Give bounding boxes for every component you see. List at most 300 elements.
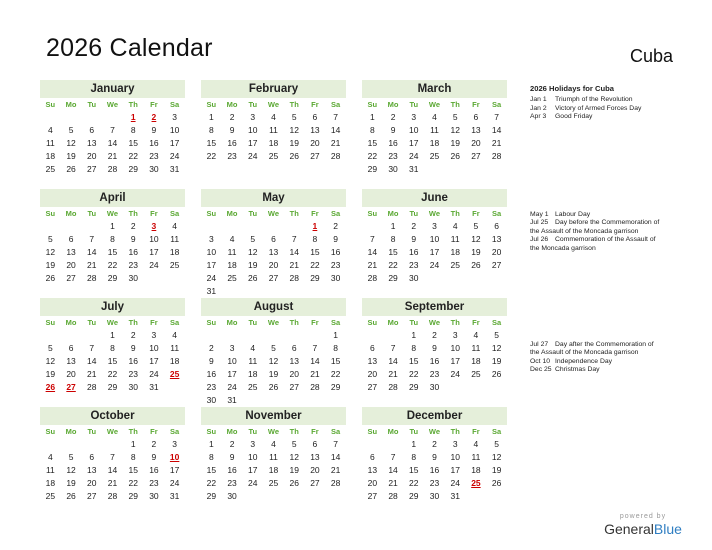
week-row (40, 490, 185, 503)
day-cell (284, 490, 305, 503)
day-cell: 14 (87, 247, 97, 257)
month-august (201, 298, 346, 407)
day-cell: 8 (110, 234, 115, 244)
day-cell (263, 394, 284, 407)
day-cell: 2 (130, 221, 136, 231)
weekday-row (201, 317, 346, 329)
weekday-row (362, 208, 507, 220)
day-cell: 12 (289, 125, 299, 135)
day-cell: 1 (208, 112, 214, 122)
day-cell: 30 (128, 273, 138, 283)
day-cell: 28 (491, 151, 502, 161)
day-cell: 11 (170, 343, 180, 353)
week-row (201, 342, 346, 355)
day-cell: 6 (312, 112, 318, 122)
month-september (362, 298, 507, 394)
day-cell: 24 (429, 260, 440, 270)
day-cell: 31 (149, 382, 159, 392)
day-cell: 16 (149, 465, 159, 475)
day-cell: 20 (66, 369, 76, 379)
day-cell: 6 (473, 112, 479, 122)
day-cell: 8 (369, 125, 375, 135)
day-cell: 9 (411, 234, 417, 244)
holiday-day-cell: 2 (151, 112, 157, 122)
weekday-label: Su (367, 209, 378, 218)
day-cell: 4 (47, 125, 53, 135)
week-row (40, 272, 185, 285)
day-cell: 4 (47, 452, 53, 462)
week-row (362, 259, 507, 272)
holiday-name: Day after the Commemoration of (555, 341, 654, 348)
day-cell: 28 (107, 491, 118, 501)
week-row (362, 163, 507, 176)
day-cell: 22 (388, 260, 398, 270)
day-cell: 17 (206, 260, 217, 270)
weekday-label: Su (206, 100, 217, 109)
day-cell: 19 (289, 138, 299, 148)
day-cell: 11 (450, 234, 460, 244)
day-cell: 22 (330, 369, 341, 379)
day-cell: 14 (289, 247, 299, 257)
weekday-label: Th (289, 100, 299, 109)
day-cell: 17 (169, 465, 180, 475)
day-cell: 2 (333, 221, 338, 231)
day-cell: 21 (330, 465, 341, 475)
day-cell: 11 (269, 452, 278, 462)
day-cell (102, 438, 123, 451)
day-cell: 9 (333, 234, 338, 244)
day-cell: 21 (367, 260, 378, 270)
day-cell: 21 (107, 151, 118, 161)
weekday-label: Fr (311, 427, 319, 436)
weekday-label: We (106, 427, 119, 436)
week-row (362, 329, 507, 342)
day-cell: 13 (310, 125, 320, 135)
day-cell: 17 (450, 356, 460, 366)
day-cell: 10 (248, 452, 258, 462)
day-cell: 29 (367, 164, 378, 174)
day-cell: 11 (269, 125, 278, 135)
holiday-date: Jul 27 (530, 341, 549, 348)
day-cell (486, 381, 507, 394)
weekday-label: Sa (170, 100, 180, 109)
day-cell: 24 (450, 369, 460, 379)
weekday-label: Mo (387, 100, 399, 109)
day-cell: 10 (149, 343, 159, 353)
weekday-label: Su (45, 427, 56, 436)
holiday-day-cell: 1 (130, 112, 136, 122)
holiday-day-cell: 3 (151, 221, 157, 231)
holiday-entry (530, 113, 700, 121)
holiday-day-cell: 25 (471, 478, 481, 488)
day-cell: 5 (494, 439, 499, 449)
day-cell: 1 (110, 221, 115, 231)
weekday-row (362, 99, 507, 111)
day-cell: 12 (66, 138, 76, 148)
day-cell: 16 (128, 247, 138, 257)
day-cell: 24 (169, 151, 180, 161)
day-cell: 25 (268, 478, 279, 488)
day-cell (263, 285, 284, 298)
day-cell: 11 (471, 343, 481, 353)
week-row (40, 150, 185, 163)
weekday-label: Sa (331, 318, 341, 327)
day-cell: 17 (227, 369, 237, 379)
holiday-list-q3 (530, 341, 700, 375)
day-cell: 3 (172, 439, 177, 449)
month-july (40, 298, 185, 394)
day-cell: 18 (169, 247, 180, 257)
day-cell: 30 (128, 382, 138, 392)
week-row (201, 451, 346, 464)
weekday-label: Tu (87, 209, 97, 218)
day-cell: 15 (388, 247, 398, 257)
day-cell: 27 (268, 273, 279, 283)
day-cell: 22 (206, 478, 217, 488)
day-cell: 26 (471, 260, 481, 270)
generalblue-logo[interactable] (588, 521, 698, 537)
brand-general: General (604, 521, 654, 537)
week-row (201, 259, 346, 272)
day-cell: 3 (172, 112, 177, 122)
day-cell (164, 272, 185, 285)
day-cell: 11 (227, 247, 237, 257)
day-cell: 23 (409, 260, 419, 270)
day-cell: 10 (248, 125, 258, 135)
day-cell: 26 (491, 478, 502, 488)
day-cell: 1 (208, 439, 214, 449)
day-cell: 12 (268, 356, 279, 366)
weekday-label: We (267, 427, 280, 436)
day-cell: 12 (66, 465, 76, 475)
day-cell: 11 (471, 452, 481, 462)
day-cell: 4 (172, 330, 177, 340)
day-cell: 28 (289, 273, 299, 283)
day-cell (325, 394, 346, 407)
day-cell: 13 (367, 356, 378, 366)
day-cell: 2 (229, 439, 235, 449)
day-cell: 18 (268, 138, 279, 148)
weekday-label: Tu (248, 209, 258, 218)
holiday-name: Independence Day (555, 357, 613, 365)
weekday-label: We (428, 100, 441, 109)
weekday-label: We (267, 318, 280, 327)
weekday-label: Tu (87, 427, 97, 436)
day-cell: 27 (310, 151, 320, 161)
weekday-label: Fr (150, 100, 158, 109)
day-cell (284, 329, 305, 342)
day-cell: 25 (227, 273, 237, 283)
day-cell: 27 (87, 491, 97, 501)
day-cell: 17 (149, 247, 159, 257)
day-cell: 16 (429, 465, 440, 475)
weekday-label: Th (450, 100, 460, 109)
powered-by-footer[interactable] (588, 513, 698, 537)
day-cell: 23 (227, 151, 237, 161)
day-cell: 2 (432, 439, 437, 449)
day-cell: 11 (248, 356, 258, 366)
weekday-label: Sa (331, 427, 341, 436)
weekday-label: Su (367, 427, 378, 436)
day-cell: 23 (128, 260, 138, 270)
holiday-name: Labour Day (555, 211, 591, 218)
day-cell: 25 (429, 151, 440, 161)
month-november (201, 407, 346, 503)
week-row (201, 150, 346, 163)
weekday-label: We (106, 100, 119, 109)
day-cell (362, 220, 383, 233)
day-cell (305, 394, 326, 407)
week-row (201, 355, 346, 368)
day-cell: 7 (333, 112, 338, 122)
week-row (201, 233, 346, 246)
day-cell: 20 (367, 478, 378, 488)
weekday-label: Tu (409, 318, 419, 327)
day-cell (242, 220, 263, 233)
month-june (362, 189, 507, 285)
day-cell: 14 (330, 452, 341, 462)
day-cell: 12 (491, 452, 502, 462)
day-cell: 16 (149, 138, 159, 148)
day-cell: 26 (450, 151, 460, 161)
holiday-date: Apr 3 (530, 113, 547, 121)
weekday-row (201, 208, 346, 220)
day-cell: 8 (312, 234, 318, 244)
day-cell (445, 381, 466, 394)
day-cell: 4 (271, 112, 276, 122)
month-header: October (40, 407, 185, 425)
day-cell: 12 (491, 343, 502, 353)
weekday-label: Fr (311, 209, 319, 218)
day-cell: 29 (128, 491, 138, 501)
day-cell: 22 (409, 369, 419, 379)
day-cell (383, 438, 404, 451)
weekday-label: Th (128, 100, 138, 109)
day-cell: 11 (170, 234, 180, 244)
day-cell (40, 329, 61, 342)
day-cell: 16 (227, 465, 237, 475)
day-cell (284, 285, 305, 298)
day-cell: 4 (452, 221, 458, 231)
holiday-list-q2 (530, 211, 700, 253)
weekday-label: Mo (226, 318, 238, 327)
day-cell: 3 (151, 330, 157, 340)
day-cell (362, 438, 383, 451)
day-cell: 21 (87, 369, 97, 379)
weekday-label: Th (128, 209, 138, 218)
day-cell: 21 (491, 138, 502, 148)
week-row (201, 464, 346, 477)
week-row (362, 355, 507, 368)
week-row (40, 477, 185, 490)
day-cell (305, 490, 326, 503)
day-cell (81, 111, 102, 124)
weekday-label: Tu (409, 100, 419, 109)
day-cell: 19 (450, 138, 460, 148)
week-row (201, 137, 346, 150)
day-cell (486, 490, 507, 503)
day-cell: 5 (47, 234, 53, 244)
day-cell: 24 (248, 151, 258, 161)
day-cell: 9 (432, 343, 437, 353)
day-cell: 11 (45, 138, 55, 148)
day-cell: 28 (367, 273, 378, 283)
day-cell: 26 (66, 491, 76, 501)
week-row (362, 381, 507, 394)
day-cell: 15 (409, 356, 419, 366)
day-cell: 27 (66, 273, 76, 283)
week-row (362, 490, 507, 503)
week-row (40, 137, 185, 150)
weekday-label: Fr (150, 318, 158, 327)
day-cell: 3 (250, 112, 256, 122)
day-cell: 19 (66, 151, 76, 161)
day-cell: 18 (268, 465, 279, 475)
weekday-label: Th (450, 318, 460, 327)
week-row (40, 355, 185, 368)
month-december (362, 407, 507, 503)
day-cell: 7 (390, 343, 396, 353)
holiday-entry (530, 219, 700, 227)
day-cell: 4 (432, 112, 437, 122)
day-cell: 18 (45, 478, 56, 488)
day-cell: 27 (471, 151, 481, 161)
weekday-label: Fr (472, 427, 480, 436)
week-row (362, 233, 507, 246)
day-cell (424, 163, 445, 176)
day-cell: 9 (208, 356, 214, 366)
day-cell (305, 329, 326, 342)
day-cell: 20 (310, 465, 320, 475)
day-cell: 14 (388, 356, 398, 366)
holiday-date: Jan 2 (530, 104, 547, 112)
day-cell: 23 (128, 369, 138, 379)
weekday-label: Mo (226, 100, 238, 109)
day-cell: 20 (268, 260, 279, 270)
day-cell: 8 (208, 452, 214, 462)
day-cell: 3 (452, 330, 458, 340)
day-cell: 12 (471, 234, 481, 244)
day-cell: 8 (411, 343, 417, 353)
holiday-list-title: 2026 Holidays for Cuba (530, 84, 614, 93)
day-cell: 2 (130, 330, 136, 340)
day-cell (242, 285, 263, 298)
day-cell: 18 (169, 356, 180, 366)
week-row (40, 259, 185, 272)
weekday-label: We (267, 209, 280, 218)
week-row (201, 490, 346, 503)
day-cell: 2 (432, 330, 437, 340)
day-cell: 18 (471, 465, 481, 475)
day-cell (325, 285, 346, 298)
day-cell: 25 (248, 382, 258, 392)
week-row (362, 438, 507, 451)
weekday-row (40, 99, 185, 111)
day-cell: 18 (248, 369, 258, 379)
day-cell: 28 (87, 273, 97, 283)
day-cell: 6 (89, 125, 95, 135)
weekday-label: Th (128, 318, 138, 327)
day-cell: 30 (206, 395, 217, 405)
day-cell: 18 (227, 260, 237, 270)
holiday-name: Christmas Day (555, 366, 600, 374)
weekday-label: We (106, 318, 119, 327)
day-cell: 30 (429, 382, 440, 392)
week-row (201, 368, 346, 381)
day-cell: 8 (208, 125, 214, 135)
weekday-label: Sa (170, 318, 180, 327)
day-cell: 13 (471, 125, 481, 135)
weekday-row (40, 208, 185, 220)
day-cell: 17 (149, 356, 159, 366)
week-row (362, 464, 507, 477)
day-cell (486, 272, 507, 285)
weekday-label: Su (367, 318, 378, 327)
weekday-label: Su (367, 100, 378, 109)
day-cell: 6 (312, 439, 318, 449)
day-cell: 22 (128, 151, 138, 161)
day-cell: 14 (107, 138, 118, 148)
day-cell: 28 (388, 491, 398, 501)
day-cell: 24 (149, 260, 159, 270)
weekday-label: Fr (472, 209, 480, 218)
weekday-label: Tu (87, 318, 97, 327)
weekday-label: Mo (387, 427, 399, 436)
day-cell: 9 (432, 452, 437, 462)
day-cell: 12 (45, 247, 56, 257)
weekday-label: Th (450, 427, 460, 436)
day-cell: 25 (471, 369, 481, 379)
day-cell (40, 111, 61, 124)
day-cell: 29 (206, 491, 217, 501)
month-march (362, 80, 507, 176)
day-cell (242, 490, 263, 503)
day-cell: 23 (149, 151, 159, 161)
day-cell: 18 (45, 151, 56, 161)
day-cell: 22 (107, 369, 118, 379)
week-row (362, 124, 507, 137)
day-cell: 24 (409, 151, 419, 161)
day-cell (325, 490, 346, 503)
day-cell: 30 (149, 491, 159, 501)
weekday-label: Tu (87, 100, 97, 109)
day-cell: 7 (312, 343, 318, 353)
day-cell: 24 (149, 369, 159, 379)
day-cell: 16 (206, 369, 217, 379)
month-header: June (362, 189, 507, 207)
day-cell: 10 (429, 234, 440, 244)
day-cell: 21 (289, 260, 299, 270)
day-cell: 6 (89, 452, 95, 462)
day-cell: 10 (450, 452, 460, 462)
day-cell: 26 (289, 151, 299, 161)
day-cell: 26 (289, 478, 299, 488)
day-cell: 31 (450, 491, 460, 501)
week-row (362, 137, 507, 150)
day-cell: 19 (268, 369, 279, 379)
day-cell: 12 (45, 356, 56, 366)
day-cell (201, 329, 222, 342)
holiday-entry (530, 341, 700, 349)
day-cell: 7 (110, 452, 115, 462)
weekday-label: Tu (248, 100, 258, 109)
day-cell: 7 (110, 125, 115, 135)
day-cell: 19 (491, 465, 502, 475)
holiday-list-q1 (530, 85, 700, 122)
week-row (40, 246, 185, 259)
day-cell: 17 (169, 138, 180, 148)
day-cell: 6 (494, 221, 499, 231)
